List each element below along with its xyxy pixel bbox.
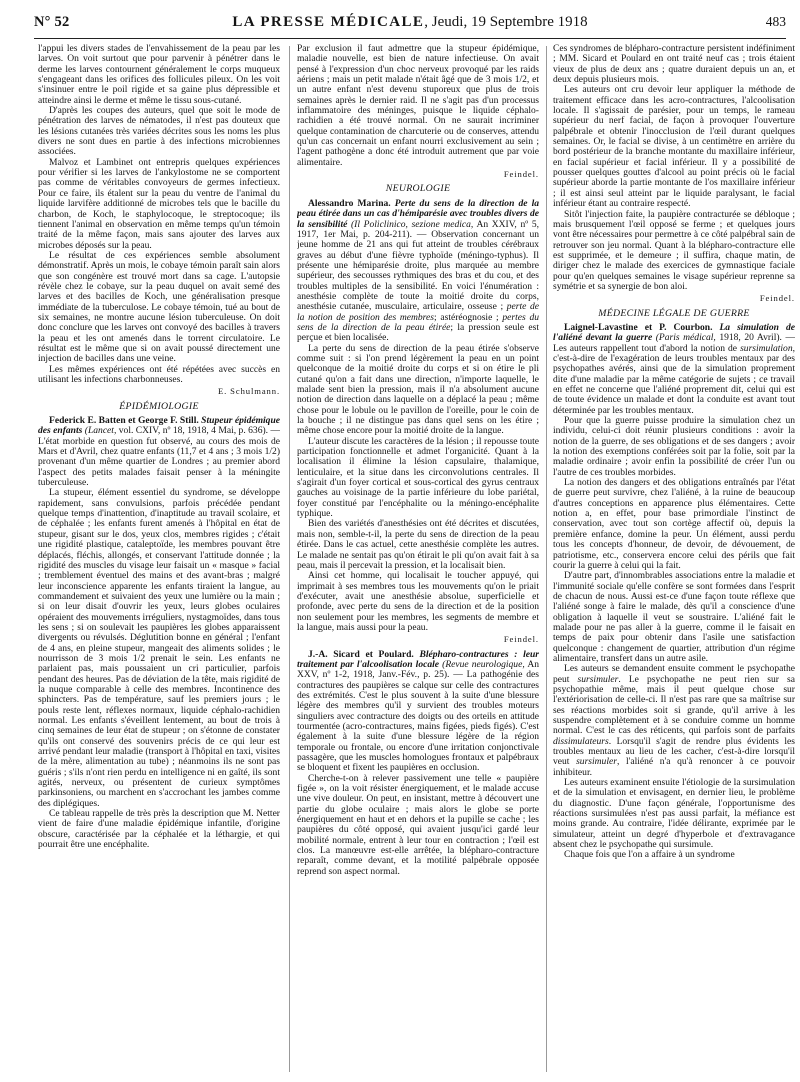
article-authors: Alessandro Marina.	[308, 197, 391, 209]
article-title: Blépharo-contractures : leur traitement par l'alcoolisation locale	[297, 648, 539, 670]
article-journal: (Il Policlinico, sezione medica,	[351, 218, 474, 230]
paragraph: Cherche-t-on à relever passivement une telle « paupière figée », on la voit résister énergiquement, et le malade accuse une vive douleur. On peut, en insistant, mettre à découvert une partie du globe oculaire ; mais alors le globe se porte énergiquement en haut et en dehors et la pupille se cache ; les paupières du côté opposé, qui avaient jusqu'ici gardé leur mobilité normale, entrent à leur tour en contraction ; l'œil est clos. La manœuvre est-elle arrêtée, la blépharo-contracture reparaît, comme devant, et la motilité palpébrale opposée reprend son aspect normal.	[297, 772, 539, 877]
paragraph: Les auteurs ont cru devoir leur appliquer la méthode de traitement efficace dans les acro-contractures, l'alcoolisation locale. Il s'agissait de parésier, pour un temps, le rameau supérieur du nerf facial, de façon à provoquer l'ouverture palpébrale et obtenir l'inocclusion de l'œil durant quelques semaines. Or, le facial se divise, à un centimètre en arrière du bord postérieur de la branche montante du maxillaire inférieur, en facial supérieur et facial inférieur. Il y a possibilité de pousser quelques gouttes d'alcool au point précis où le facial supérieur aborde la partie montante de l'os maxillaire inférieur ; il est ainsi seul atteint par le liquide paralysant, le facial inférieur étant au contraire respecté.	[553, 84, 795, 210]
article-title: Perte du sens de la direction de la peau étirée dans un cas d'hémiparésie avec troubles divers de la sensibilité	[297, 197, 539, 230]
paragraph: Malvoz et Lambinet ont entrepris quelques expériences pour vérifier si les larves de l'ankylostome ne se comportent pas comme de véritables convoyeurs de germes infectieux. Pour ce faire, ils étalent sur la peau du ventre de l'animal du liquide larvifère additionné de microbes tels que le bacille du charbon, de Koch, le staphylocoque, le streptocoque; ils tiennent l'animal en observation en même temps qu'un témoin traité de la même façon, mais sans ajouter des larves aux microbes déposés sur la peau.	[38, 156, 280, 251]
article-body: 1918, 20 Avril). — Les auteurs rappellent tout d'abord la notion de	[553, 332, 795, 354]
paragraph: Le résultat de ces expériences semble absolument démonstratif. Après un mois, le cobaye témoin paraît sain alors que son congénère est trouvé mort dans sa cage. L'autopsie révèle chez le cobaye, sur la peau duquel on avait semé des larves et des bacilles de Koch, une généralisation presque immédiate de la tuberculose. Le cobaye témoin, tué au bout de six semaines, ne montre aucune lésion tuberculeuse. On doit donc conclure que les larves ont convoyé des bacilles à travers la peau et les ont amenés dans le torrent circulatoire. Le résultat est le même que si on avait poussé directement une injection de bacilles dans une veine.	[38, 249, 280, 365]
paragraph: Ces syndromes de blépharo-contracture persistent indéfiniment ; MM. Sicard et Poulard en ont traité neuf cas ; trois étaient vieux de plus de deux ans ; quatre duraient depuis un an, et deux depuis plusieurs mois.	[553, 44, 795, 86]
article-journal: (Paris médical,	[655, 332, 716, 344]
column-left	[38, 44, 280, 1074]
article-body: ; astéréognosie ;	[434, 311, 499, 323]
paragraph: Bien des variétés d'anesthésies ont été décrites et discutées, mais non, semble-t-il, la perte du sens de direction de la peau étirée. Dans le cas actuel, cette anesthésie complète les autres. Le malade ne sentait pas qu'on étirait le pli qu'on avait fait à sa peau, mais il percevait la pression, et la localisait bien.	[297, 518, 539, 571]
paragraph: Les mêmes expériences ont été répétées avec succès en utilisant les infections charbonneuses.	[38, 363, 280, 385]
italic-phrase: sursimulation	[740, 342, 793, 354]
page-number: 483	[765, 14, 786, 29]
paragraph: Ce tableau rappelle de très près la description que M. Netter vient de faire d'une maladie épidémique infantile, d'origine obscure, caractérisée par la céphalée et la léthargie, et qui pourrait être une encéphalite.	[38, 808, 280, 851]
author-signature: Feindel.	[503, 634, 539, 645]
italic-phrase: perte de la notion de position des membres	[297, 301, 539, 323]
paragraph: Pour que la guerre puisse produire la simulation chez un individu, celui-ci doit réunir plusieurs conditions : avoir la notion de la guerre, de ses obligations et de ses dangers ; avoir la notion des exemptions conférées soit par la folie, soit par la maladie ordinaire ; avoir enfin la possibilité de créer l'un ou l'autre de ces troubles morbides.	[553, 415, 795, 478]
article-journal: (Lancet,	[84, 425, 117, 437]
article-body: ; la pression seule est perçue et bien localisée.	[297, 321, 539, 344]
column-divider-1	[289, 46, 290, 1072]
text-run: . Le psychopathe ne peut rien sur sa psychopathie même, mais il peut quelque chose sur l'extériorisation de celle-ci. Il n'est pas rare que sa maîtrise sur ses réactions morbides soit si grande, qu'il arrive à les suspendre complètement et à se conduire comme un homme normal. C'est le cas des réticents, qui parfois sont de parfaits	[553, 673, 795, 737]
text-run: Les auteurs se demandent ensuite comment le psychopathe peut	[553, 663, 795, 685]
issue-number: N° 52	[34, 14, 70, 30]
paragraph: L'auteur discute les caractères de la lésion ; il repousse toute participation fonctionnelle et admet l'organicité. Quant à la localisation il élimine la lésion capsulaire, thalamique, lenticulaire, et la situe dans les circonvolutions centrales. Il s'agirait d'un foyer cortical et sous-cortical des gyrus centraux gauches au voisinage de la partie inférieure du lobe pariétal, foyer constitué par l'encéphalite ou la méningo-encéphalite typhique.	[297, 435, 539, 520]
italic-phrase: pertes du sens de la direction de la peau étirée	[297, 311, 539, 333]
article-body: An XXIV, nº 5, 1917, 1er Mai, p. 204-211). — Observation concernant un jeune homme de 21 ans qui fut atteint de troubles cérébraux graves au début d'une fièvre typhoïde (méningo-typhus). Il présente une hémiparésie droite, plus marquée au membre supérieur, des secousses rythmiques des bras et du cou, et des troubles multiples de la sensibilité. En voici l'énumération : anesthésie complète de toute la moitié droite du corps, anesthésie cutanée, musculaire, articulaire, osseuse ;	[297, 218, 539, 313]
paragraph	[553, 664, 795, 778]
article-authors: Federick E. Batten et George F. Still.	[49, 415, 199, 427]
publication-date: , Jeudi, 19 Septembre 1918	[424, 14, 588, 30]
article-body: An XXV, nº 1-2, 1918, Janv.-Fév., p. 25). — La pathogénie des contractures des paupières se calque sur celle des contractures des extrémités. C'est le plus souvent à la suite d'une blessure légère des membres qu'il y survient des troubles moteurs singuliers avec contracture des doigts ou des orteils en attitude tourmentée (acro-contractures, mains figées, pieds figés). C'est également à la suite d'une blessure légère de la région temporale ou frontale, ou encore d'une irritation conjonctivale passagère, que les muscles homologues frontaux et palpébraux se bloquent et fixent les paupières en occlusion.	[297, 658, 539, 774]
section-heading-epidemiologie: ÉPIDÉMIOLOGIE	[119, 400, 199, 412]
paragraph: Ainsi cet homme, qui localisait le toucher appuyé, qui imprimait à ses membres tous les mouvements qu'on le priait d'exécuter, avait une anesthésie absolue, superficielle et profonde, avec perte du sens de la direction et de la position non seulement pour les membres, les segments de membre et la langue, mais aussi pour la peau.	[297, 570, 539, 633]
italic-phrase: dissimulateurs	[553, 735, 609, 747]
article-authors: Laignel-Lavastine et P. Courbon.	[564, 321, 713, 333]
section-heading-medecine-legale: MÉDECINE LÉGALE DE GUERRE	[598, 307, 750, 319]
article-abstract	[38, 416, 280, 488]
author-signature: E. Schulmann.	[217, 386, 280, 397]
masthead	[94, 14, 726, 31]
paragraph: Sitôt l'injection faite, la paupière contracturée se débloque ; mais brusquement l'œil opposé se ferme ; et quelques jours vont être nécessaires pour permettre à ce côté palpébral sain de retrouver son jeu normal. Quant à la blépharo-contracture elle est supprimée, et le demeure ; il suffira, chaque matin, de diriger chez le malade des exercices de gymnastique faciale pour qu'en quelques semaines le visage supérieur reprenne sa symétrie et sa synergie de bon aloi.	[553, 208, 795, 292]
italic-phrase: sursimuler	[576, 756, 617, 768]
column-middle	[297, 44, 539, 1074]
text-run: . Lorsqu'il s'agit de rendre plus évidents les troubles mentaux au lieu de les cacher, c'est-à-dire lorsqu'il veut	[553, 735, 795, 768]
article-authors: J.-A. Sicard et Poulard.	[308, 648, 414, 660]
paragraph: l'appui les divers stades de l'envahissement de la peau par les larves. On voit surtout que pour parvenir à pénétrer dans le derme les larves contournent généralement le corps muqueux s'engageant dans les orifices des follicules pileux. On les voit s'insinuer entre le poil rigide et sa gaine plus dépressible et atteindre ainsi le derme et même le tissu sous-cutané.	[38, 44, 280, 106]
paragraph: Par exclusion il faut admettre que la stupeur épidémique, maladie nouvelle, est bien de nature infectieuse. On avait pensé à l'expression d'un choc nerveux provoqué par les raids aériens ; mais un petit malade n'était âgé que de 3 mois 1/2, et un autre enfant n'est devenu stuporeux que plus de trois semaines après le dernier raid. Il ne s'agit pas d'un processus inflammatoire des méninges, puisque le liquide céphalo-rachidien a été trouvé normal. On ne saurait incriminer quelque contamination de charcuterie ou de conserves, attendu qu'un cas concernait un enfant nourri exclusivement au sein ; l'agent pathogène a donc été introduit autrement que par voie alimentaire.	[297, 44, 539, 168]
column-right	[553, 44, 795, 1074]
publication-name: LA PRESSE MÉDICALE	[232, 14, 425, 30]
article-abstract	[297, 199, 539, 344]
paragraph: La stupeur, élément essentiel du syndrome, se développe rapidement, sans convulsions, parfois précédée pendant quelque temps d'inattention, d'inaptitude au travail scolaire, et de céphalée ; les enfants furent amenés à l'hôpital en état de stupeur, gisant sur le dos, yeux clos, membres rigides ; c'était une rigidité plastique, cataleptoïde, les membres pouvant être déplacés, fléchis, allongés, et conservant l'attitude donnée ; la rigidité des muscles du visage leur faisait un « masque » facial ; tremblement éventuel des mains et des avant-bras ; malgré leur inconscience apparente les enfants tiraient la langue, au commandement et suivaient des yeux une lumière ou la main ; si on leur disait d'ouvrir les yeux, leurs globes oculaires opéraient des mouvements irréguliers, nystagmoïdes, dans tous les sens ; si on soulevait les paupières les globes apparaissent divergents ou révulsés. Déglutition bonne en général ; l'enfant de 4 ans, en pleine stupeur, mangeait des aliments solides ; le nourrisson de 3 mois 1/2 prenait le sein. Les enfants ne parlaient pas, mais poussaient un cri particulier, parfois pendant des heures. Pas de déviation de la tête, mais rigidité de la nuque comparable à celle des membres. Incontinence des sphincters. Pas de température, sauf les premiers jours ; le pouls reste lent, réflexes normaux, liquide céphalo-rachidien normal. Les enfants s'éveillent lentement, au bout de trois à cinq semaines de leur état de stupeur ; on s'étonne de constater qu'ils ont conservé des souvenirs précis de ce qui leur est arrivé pendant leur maladie (transport à l'hôpital en taxi, visites de la mère, alimentation au tube) ; néanmoins ils ne sont pas guéris ; s'ils n'ont rien perdu en intelligence ni en gaîté, ils sont agités, nerveux, ou présentent de curieux symptômes parkinsoniens, ou marchent en s'accrochant les jambes comme des diplégiques.	[38, 487, 280, 809]
article-body: vol. CXIV, nº 18, 1918, 4 Mai, p. 636). — L'état morbide en question fut observé, au cours des mois de Mars et d'Avril, chez quatre enfants (11,7 et 4 ans ; 3 mois 1/2) provenant d'un même quartier de Londres ; au premier abord l'aspect des petits malades faisait penser à la méningite tuberculeuse.	[38, 425, 280, 489]
page-header	[34, 14, 786, 39]
section-heading-neurologie: NEUROLOGIE	[385, 183, 451, 195]
italic-phrase: sursimuler	[577, 673, 619, 685]
author-signature: Feindel.	[503, 169, 539, 180]
paragraph: D'autre part, d'innombrables associations entre la maladie et l'immunité sociale qu'elle confère se sont formées dans l'esprit de chacun de nous. Aussi est-ce d'une façon toute réflexe que l'aliéné songe à faire le malade, dès qu'il a conscience d'une obligation à laquelle il veut se soustraire. L'aliéné fait le malade pour ne pas aller à la guerre, comme il le faisait en temps de paix pour obtenir dans l'asile une satisfaction quelconque : changement de quartier, attribution d'un régime alimentaire, transfert dans un autre asile.	[553, 570, 795, 664]
article-journal: (Revue neurologique,	[442, 658, 525, 670]
paragraph: La notion des dangers et des obligations entraînés par l'état de guerre peut survivre, chez l'aliéné, à la ruine de beaucoup d'autres conceptions en apparence plus élémentaires. Cette notion a, en effet, pour base primordiale l'instinct de conservation, avec tout son cortège affectif où, depuis la première enfance, domine la peur. Un élément, aussi perdu tous les concepts d'honneur, de devoir, de dévouement, de patriotisme, etc., conservera encore celui des périls que fait courir la guerre à celui qui la fait.	[553, 477, 795, 571]
article-abstract	[553, 323, 795, 416]
article-abstract	[297, 650, 539, 774]
paragraph: Les auteurs examinent ensuite l'étiologie de la sursimulation et de la simulation et envisagent, en dernier lieu, le problème du diagnostic. D'une façon générale, l'opportunisme des réactions sursimulées n'est pas aussi parfait, la méfiance est moins grande. Au contraire, l'idée délirante, exprimée par le simulateur, atteint un degré d'hyperbole et d'extravagance absent chez le psychopathe qui sursimule.	[553, 777, 795, 851]
text-run: , l'aliéné n'a qu'à renoncer à ce pouvoir inhibiteur.	[553, 756, 795, 778]
article-body: , c'est-à-dire de l'exagération de leurs troubles mentaux par des psychopathes avérés, ainsi que de la simulation proprement dite d'une maladie par la même catégorie de sujets ; ce travail en effet ne concerne que l'aliéné proprement dit, celui qui est de toute évidence un malade et dont la conduite est avant tout déterminée par les troubles mentaux.	[553, 342, 795, 416]
paragraph: D'après les coupes des auteurs, quel que soit le mode de pénétration des larves de nématodes, il n'est pas douteux que les lésions cutanées très variées décrites sous les noms les plus divers ne sont dues en partie à des infections microbiennes associées.	[38, 105, 280, 158]
author-signature: Feindel.	[759, 293, 795, 304]
column-divider-2	[546, 46, 547, 1072]
article-title: Stupeur épidémique des enfants	[38, 415, 280, 437]
paragraph: Chaque fois que l'on a affaire à un syndrome	[564, 849, 735, 861]
article-title: La simulation de l'aliéné devant la guerre	[553, 321, 795, 344]
paragraph: La perte du sens de direction de la peau étirée s'observe comme suit : si l'on prend légèrement la peau en un point quelconque de la moitié droite du corps et si on étire le pli cutané qu'on a fait dans une direction, n'importe laquelle, le malade sent bien la pression, mais il n'a absolument aucune notion de direction dans laquelle on a déplacé la peau ; même chose pour le lobule ou le pavillon de l'oreille, pour le coin de la bouche ; il ne distingue pas dans quel sens on les étire ; même chose encore pour la moitié droite de la langue.	[297, 342, 539, 437]
